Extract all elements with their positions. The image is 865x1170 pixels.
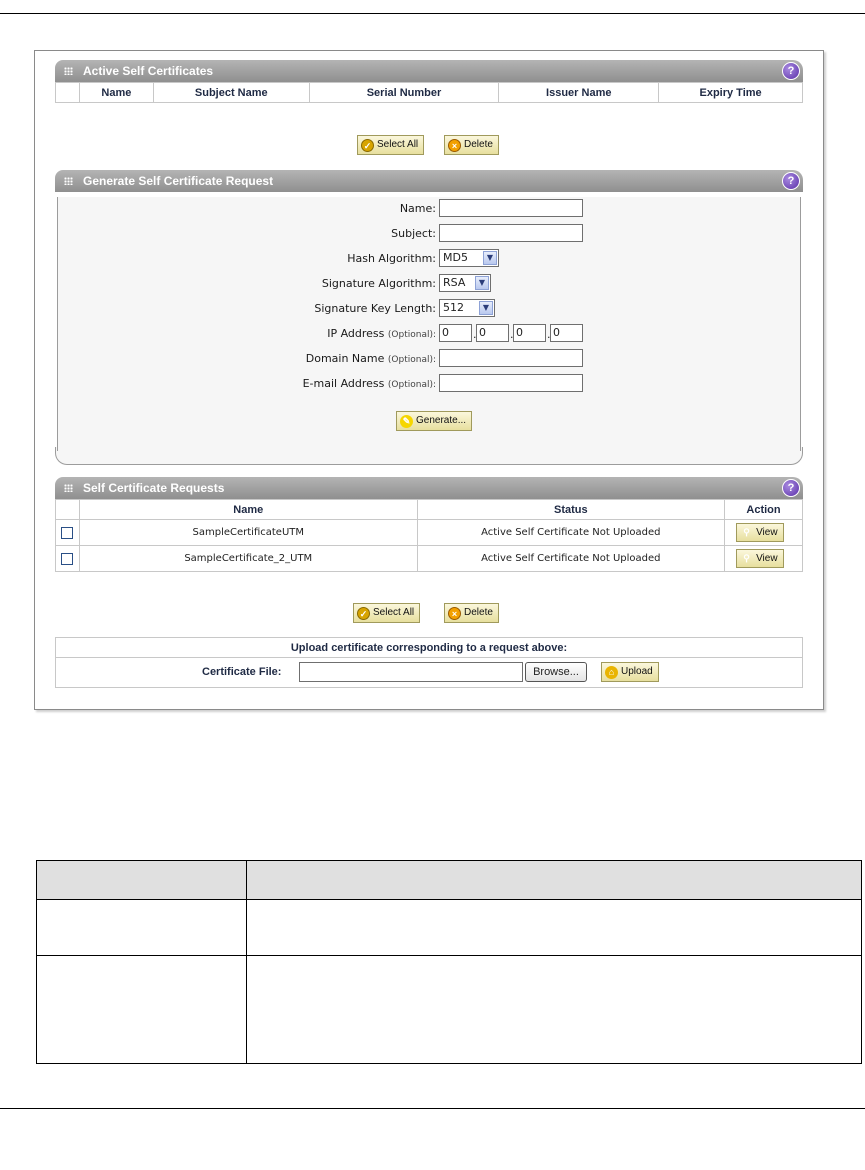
column-header-action: Action bbox=[725, 500, 803, 520]
description-header-row bbox=[37, 861, 862, 900]
optional-hint: (Optional): bbox=[387, 380, 436, 390]
request-status: Active Self Certificate Not Uploaded bbox=[417, 546, 725, 572]
generate-button[interactable] bbox=[396, 411, 472, 431]
description-cell bbox=[247, 900, 862, 956]
chevron-down-icon: ▼ bbox=[483, 251, 497, 265]
signature-algorithm-row bbox=[58, 274, 802, 294]
hash-algorithm-select[interactable] bbox=[439, 249, 499, 267]
ip-octet-3-input[interactable]: 0 bbox=[513, 324, 546, 342]
page-bottom-rule bbox=[0, 1108, 865, 1109]
description-cell bbox=[37, 956, 247, 1064]
signature-algorithm-label: Signature Algorithm: bbox=[321, 277, 436, 290]
chevron-down-icon: ▼ bbox=[475, 276, 489, 290]
column-header-issuer-name: Issuer Name bbox=[499, 83, 659, 103]
generate-request-header bbox=[55, 170, 803, 192]
description-cell bbox=[37, 900, 247, 956]
ip-octet-2-input[interactable]: 0 bbox=[476, 324, 509, 342]
domain-name-label bbox=[306, 352, 436, 365]
request-name: SampleCertificateUTM bbox=[79, 520, 417, 546]
upload-cell bbox=[56, 658, 803, 688]
button-label: Delete bbox=[464, 139, 493, 150]
magnifier-icon: ⚲ bbox=[743, 553, 750, 563]
name-label: Name: bbox=[399, 202, 436, 215]
grip-icon bbox=[64, 67, 73, 75]
hash-algorithm-row bbox=[58, 249, 802, 269]
page-top-rule bbox=[0, 13, 865, 14]
request-name: SampleCertificate_2_UTM bbox=[79, 546, 417, 572]
signature-key-length-value: 512 bbox=[443, 301, 464, 314]
help-icon[interactable]: ? bbox=[782, 62, 800, 80]
requests-select-all-button[interactable] bbox=[353, 603, 420, 623]
view-button[interactable] bbox=[736, 549, 784, 568]
active-certificates-table bbox=[55, 82, 803, 103]
hash-algorithm-value: MD5 bbox=[443, 251, 468, 264]
upload-row bbox=[56, 658, 803, 688]
button-label: Upload bbox=[621, 666, 653, 677]
browse-button[interactable]: Browse... bbox=[525, 662, 587, 682]
section-title: Active Self Certificates bbox=[83, 64, 214, 78]
upload-button[interactable] bbox=[601, 662, 659, 682]
magnifier-icon: ⚲ bbox=[743, 527, 750, 537]
domain-name-input[interactable] bbox=[439, 349, 583, 367]
ip-address-row bbox=[58, 324, 802, 344]
column-header-name: Name bbox=[79, 500, 417, 520]
hash-algorithm-label: Hash Algorithm: bbox=[347, 252, 436, 265]
description-header-cell bbox=[37, 861, 247, 900]
ip-dot: . bbox=[473, 328, 477, 341]
upload-heading: Upload certificate corresponding to a request above: bbox=[56, 638, 803, 658]
check-icon: ✓ bbox=[357, 607, 370, 620]
section-title: Generate Self Certificate Request bbox=[83, 174, 274, 188]
button-label: Generate... bbox=[416, 415, 467, 426]
signature-key-length-label: Signature Key Length: bbox=[314, 302, 436, 315]
button-label: View bbox=[756, 552, 778, 564]
row-select-cell bbox=[56, 546, 80, 572]
help-icon[interactable]: ? bbox=[782, 172, 800, 190]
email-address-row bbox=[58, 374, 802, 394]
row-select-cell bbox=[56, 520, 80, 546]
action-cell bbox=[725, 520, 803, 546]
signature-key-length-row bbox=[58, 299, 802, 319]
grip-icon bbox=[64, 177, 73, 185]
table-header-row bbox=[56, 83, 803, 103]
description-row bbox=[37, 900, 862, 956]
subject-row bbox=[58, 224, 802, 244]
checkbox-column-header bbox=[56, 83, 80, 103]
help-icon[interactable]: ? bbox=[782, 479, 800, 497]
select-all-button[interactable] bbox=[357, 135, 424, 155]
name-input[interactable] bbox=[439, 199, 583, 217]
grip-icon bbox=[64, 484, 73, 492]
row-checkbox[interactable] bbox=[61, 553, 73, 565]
requests-delete-button[interactable] bbox=[444, 603, 499, 623]
optional-hint: (Optional): bbox=[387, 355, 436, 365]
view-button[interactable] bbox=[736, 523, 784, 542]
column-header-expiry-time: Expiry Time bbox=[659, 83, 803, 103]
generate-request-form bbox=[57, 197, 801, 451]
table-header-row bbox=[56, 500, 803, 520]
upload-heading-row bbox=[56, 638, 803, 658]
ip-address-label bbox=[327, 327, 436, 340]
table-row bbox=[56, 546, 803, 572]
email-address-label bbox=[303, 377, 436, 390]
ip-octet-1-input[interactable]: 0 bbox=[439, 324, 472, 342]
column-header-serial-number: Serial Number bbox=[309, 83, 499, 103]
subject-input[interactable] bbox=[439, 224, 583, 242]
button-label: Select All bbox=[373, 607, 415, 618]
optional-hint: (Optional): bbox=[387, 330, 436, 340]
email-address-label-text: E-mail Address bbox=[302, 377, 385, 390]
certificate-file-input[interactable] bbox=[299, 662, 523, 682]
action-cell bbox=[725, 546, 803, 572]
row-checkbox[interactable] bbox=[61, 527, 73, 539]
upload-table bbox=[55, 637, 803, 688]
signature-algorithm-value: RSA bbox=[443, 276, 466, 289]
ip-address-label-text: IP Address bbox=[327, 327, 385, 340]
button-label: View bbox=[756, 526, 778, 538]
checkbox-column-header bbox=[56, 500, 80, 520]
button-label: Select All bbox=[377, 139, 419, 150]
description-table bbox=[36, 860, 862, 1064]
upload-icon: ⌂ bbox=[605, 666, 618, 679]
description-cell bbox=[247, 956, 862, 1064]
signature-key-length-select[interactable] bbox=[439, 299, 495, 317]
button-label: Delete bbox=[464, 607, 493, 618]
ip-dot: . bbox=[510, 328, 514, 341]
utm-screenshot bbox=[34, 50, 824, 710]
request-status: Active Self Certificate Not Uploaded bbox=[417, 520, 725, 546]
delete-icon: × bbox=[448, 139, 461, 152]
column-header-status: Status bbox=[417, 500, 725, 520]
column-header-subject-name: Subject Name bbox=[153, 83, 309, 103]
name-row bbox=[58, 199, 802, 219]
description-row bbox=[37, 956, 862, 1064]
section-title: Self Certificate Requests bbox=[83, 481, 225, 495]
check-icon: ✓ bbox=[361, 139, 374, 152]
table-row bbox=[56, 520, 803, 546]
signature-algorithm-select[interactable] bbox=[439, 274, 491, 292]
delete-button[interactable] bbox=[444, 135, 499, 155]
ip-dot: . bbox=[547, 328, 551, 341]
self-certificate-requests-header bbox=[55, 477, 803, 499]
column-header-name: Name bbox=[79, 83, 153, 103]
chevron-down-icon: ▼ bbox=[479, 301, 493, 315]
certificate-icon: ✎ bbox=[400, 415, 413, 428]
subject-label: Subject: bbox=[391, 227, 436, 240]
active-self-certificates-header bbox=[55, 60, 803, 82]
email-address-input[interactable] bbox=[439, 374, 583, 392]
domain-name-row bbox=[58, 349, 802, 369]
ip-octet-4-input[interactable]: 0 bbox=[550, 324, 583, 342]
certificate-requests-table bbox=[55, 499, 803, 572]
description-header-cell bbox=[247, 861, 862, 900]
certificate-file-label: Certificate File: bbox=[202, 666, 282, 678]
domain-name-label-text: Domain Name bbox=[305, 352, 385, 365]
delete-icon: × bbox=[448, 607, 461, 620]
